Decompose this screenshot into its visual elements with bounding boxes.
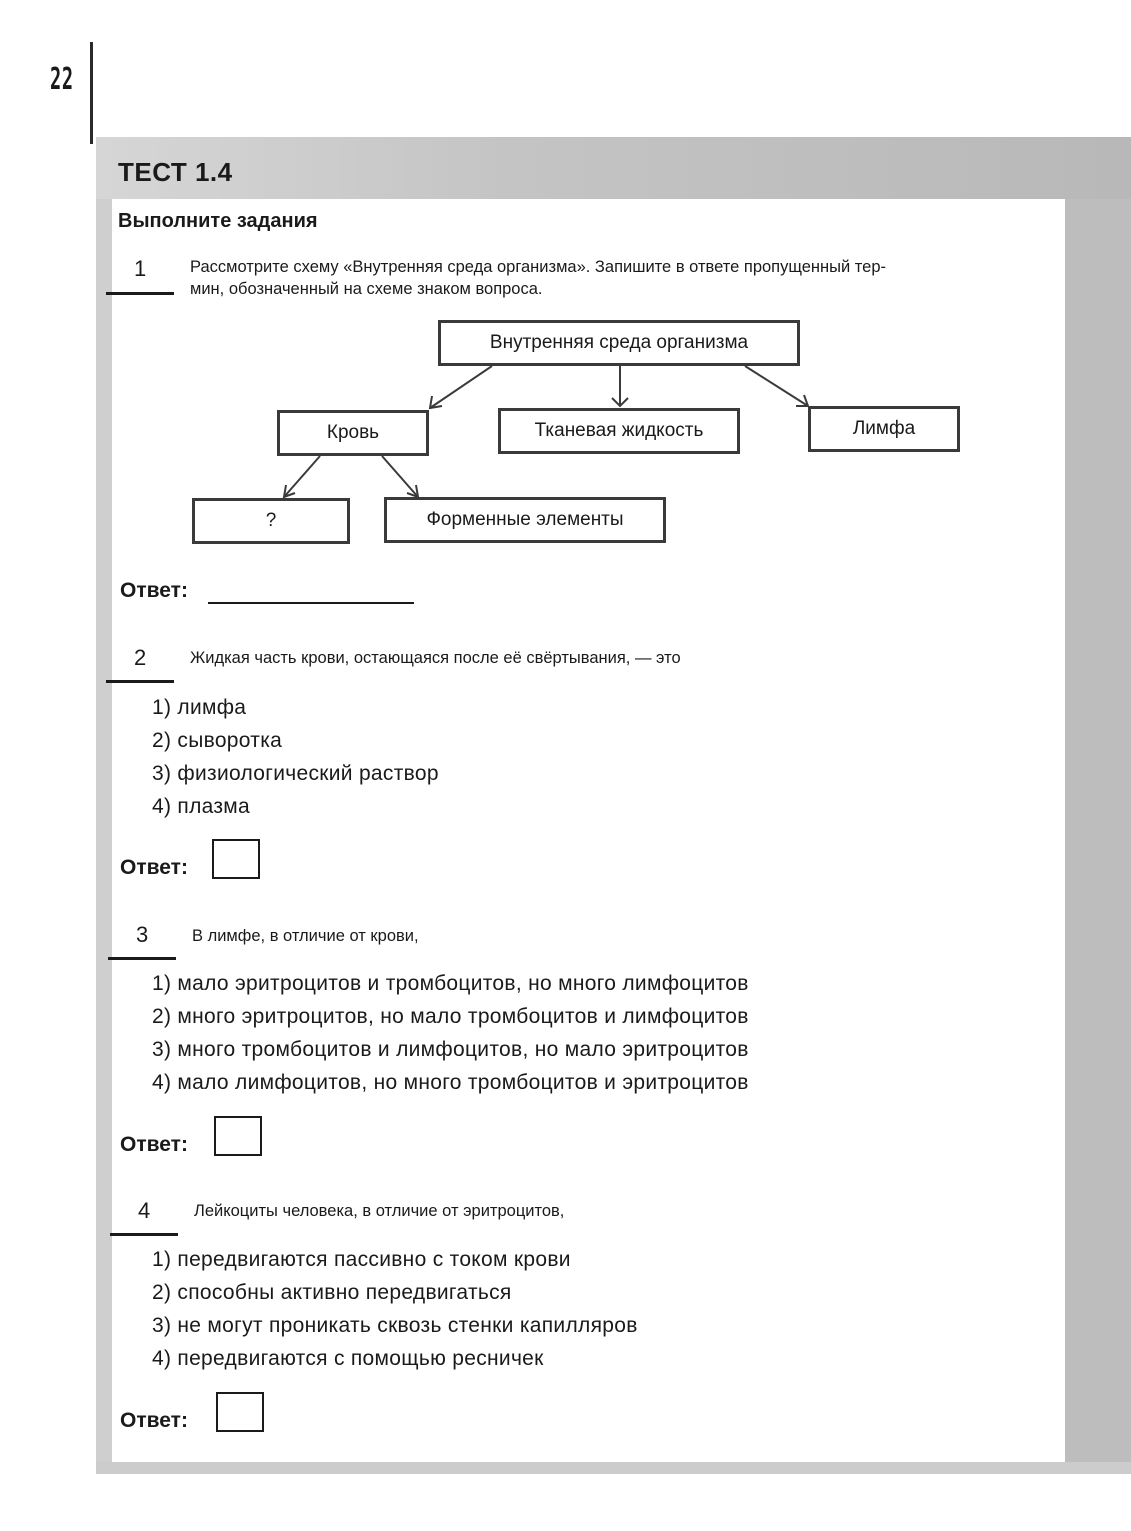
instruction-heading: Выполните задания <box>118 210 318 232</box>
page-number: 22 <box>50 62 74 97</box>
question-1-text-line1: Рассмотрите схему «Внутренняя среда организма». Запишите в ответе пропущенный тер- <box>190 258 887 276</box>
diagram-blood-label: Кровь <box>326 422 380 443</box>
question-4-option-2: 2) способны активно передвигаться <box>152 1281 512 1304</box>
question-4-rule <box>110 1233 178 1236</box>
question-3-number: 3 <box>136 922 149 947</box>
question-3-answer-label: Ответ: <box>120 1133 188 1156</box>
question-4-option-4: 4) передвигаются с помощью ресничек <box>152 1347 544 1370</box>
diagram-unknown-box <box>192 498 350 544</box>
question-2-option-3: 3) физиологический раствор <box>152 762 439 785</box>
question-1-number: 1 <box>134 256 147 281</box>
question-1-text-line2: мин, обозначенный на схеме знаком вопроса. <box>190 280 543 298</box>
diagram-tissue-fluid-label: Тканевая жидкость <box>534 420 704 441</box>
question-1-answer-line[interactable] <box>208 602 414 604</box>
question-4-text: Лейкоциты человека, в отличие от эритроцитов, <box>194 1202 565 1220</box>
diagram-tissue-fluid-box <box>498 408 740 454</box>
question-2-answer-box[interactable] <box>212 839 260 879</box>
question-4-option-3: 3) не могут проникать сквозь стенки капилляров <box>152 1314 638 1337</box>
question-3-option-2: 2) много эритроцитов, но мало тромбоцитов и лимфоцитов <box>152 1005 749 1028</box>
question-2-number: 2 <box>134 645 147 670</box>
question-2-option-2: 2) сыворотка <box>152 729 283 752</box>
diagram-lymph-label: Лимфа <box>852 418 916 439</box>
question-3-rule <box>108 957 176 960</box>
diagram-unknown-label: ? <box>265 510 277 531</box>
question-4-answer-label: Ответ: <box>120 1409 188 1432</box>
arrow-blood-to-formed <box>382 456 418 497</box>
arrow-root-to-blood <box>430 366 492 408</box>
arrow-root-to-lymph <box>745 366 808 406</box>
question-2-rule <box>106 680 174 683</box>
question-3-answer-box[interactable] <box>214 1116 262 1156</box>
question-2-text: Жидкая часть крови, остающаяся после её свёртывания, — это <box>190 649 681 667</box>
question-2-option-1: 1) лимфа <box>152 696 247 719</box>
question-3-text: В лимфе, в отличие от крови, <box>192 927 419 945</box>
question-3-option-4: 4) мало лимфоцитов, но много тромбоцитов и эритроцитов <box>152 1071 749 1094</box>
question-4-number: 4 <box>138 1198 151 1223</box>
question-4-answer-box[interactable] <box>216 1392 264 1432</box>
diagram-blood-box <box>277 410 429 456</box>
diagram-root-box <box>438 320 800 366</box>
question-2-answer-label: Ответ: <box>120 856 188 879</box>
question-4-option-1: 1) передвигаются пассивно с током крови <box>152 1248 571 1271</box>
question-3-option-1: 1) мало эритроцитов и тромбоцитов, но много лимфоцитов <box>152 972 749 995</box>
question-2-option-4: 4) плазма <box>152 795 251 818</box>
diagram-root-label: Внутренняя среда организма <box>489 332 749 353</box>
question-3-option-3: 3) много тромбоцитов и лимфоцитов, но мало эритроцитов <box>152 1038 749 1061</box>
diagram-lymph-box <box>808 406 960 452</box>
diagram-formed-elements-box <box>384 497 666 543</box>
question-1-answer-label: Ответ: <box>120 579 188 602</box>
arrow-blood-to-unknown <box>284 456 320 497</box>
test-title: ТЕСТ 1.4 <box>118 157 233 187</box>
diagram-formed-elements-label: Форменные элементы <box>426 509 624 530</box>
